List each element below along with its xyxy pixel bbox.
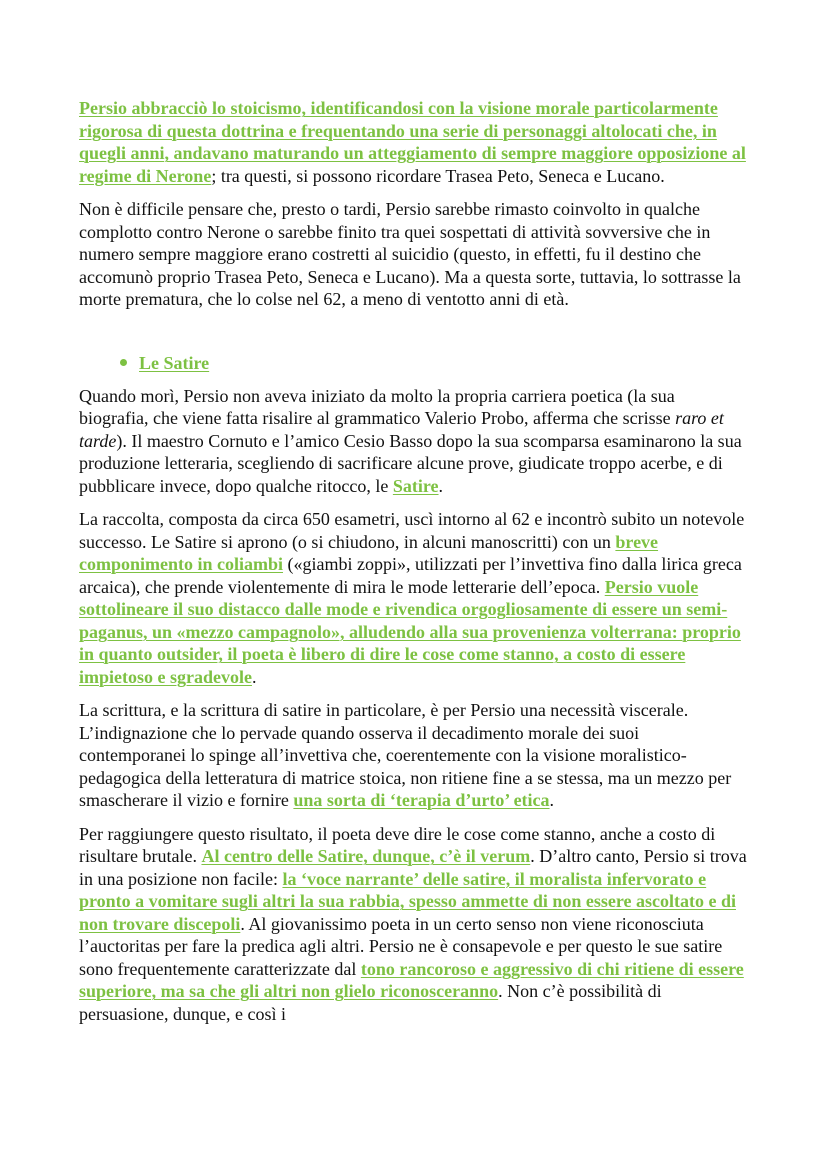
highlight-coliambi: breve componimento in coliambi [79, 531, 659, 574]
highlight-stoicism: Persio abbracciò lo stoicismo, identificandosi con la visione morale particolarmente rigorosa di questa dottrina e frequentando una serie di personaggi altolocati che, in quegli anni, andavano maturando un atteggiamento di sempre maggiore opposizione al regime di Nerone [79, 98, 746, 186]
text-segment: . D’altro canto, Persio si trova in una posizione non facile: [79, 846, 747, 889]
text-segment: La raccolta, composta da circa 650 esametri, uscì intorno al 62 e incontrò subito un notevole successo. Le Satire si aprono (o si chiudono, in alcuni manoscritti) con un [79, 509, 745, 552]
text-segment: . [549, 790, 555, 810]
text-segment: Quando morì, Persio non aveva iniziato da molto la propria carriera poetica (la sua biografia, che viene fatta risalire al grammatico Valerio Probo, afferma che scrisse [79, 385, 676, 428]
text-segment: Non è difficile pensare che, presto o tardi, Persio sarebbe rimasto coinvolto in qualche complotto contro Nerone o sarebbe finito tra quei sospettati di attività sovversive che in numero sempre maggiore erano costretti al suicidio (questo, in effetti, fu il destino che accomunò proprio Trasea Peto, Seneca e Lucano). Ma a questa sorte, tuttavia, lo sottrasse la morte prematura, che lo colse nel 62, a meno di ventotto anni di età. [79, 199, 741, 309]
paragraph-death [79, 385, 748, 498]
text-segment: . [438, 475, 444, 496]
highlight-terapia: una sorta di ‘terapia d’urto’ etica [293, 790, 550, 810]
bullet-icon [120, 359, 127, 366]
italic-phrase: raro et tarde [79, 408, 724, 451]
text-segment: ; tra questi, si possono ricordare Trasea Peto, Seneca e Lucano. [211, 165, 665, 186]
text-segment: La scrittura, e la scrittura di satire in particolare, è per Persio una necessità viscerale. L’indignazione che lo pervade quando osserva il decadimento morale dei suoi contemporanei lo spinge all’invettiva che, coerentemente con la visione moralistico-pedagogica della letteratura di matrice stoica, non ritiene fine a se stessa, ma un mezzo per smascherare il vizio e fornire [79, 700, 732, 810]
paragraph-verum [79, 823, 748, 1026]
text-segment: ). Il maestro Cornuto e l’amico Cesio Basso dopo la sua scomparsa esaminarono la sua produzione letteraria, scegliendo di sacrificare alcune prove, giudicate troppo acerbe, e di pubblicare invece, dopo qualche ritocco, le [79, 430, 742, 496]
section-heading-satire [79, 351, 748, 375]
text-segment: («giambi zoppi», utilizzati per l’invettiva fino dalla lirica greca arcaica), che prende violentemente di mira le mode letterarie dell’epoca. [79, 554, 742, 597]
highlight-distacco: Persio vuole sottolineare il suo distacco dalle mode e rivendica orgogliosamente di essere un semi-paganus, un «mezzo campagnolo», alludendo alla sua provenienza volterrana: proprio in quanto outsider, il poeta è libero di dire le cose come stanno, a costo di essere impietoso e sgradevole [79, 576, 741, 687]
text-segment: . Al giovanissimo poeta in un certo senso non viene riconosciuta l’auctoritas per fare la predica agli altri. Persio ne è consapevole e per questo le sue satire sono frequentemente caratterizzate dal [79, 913, 723, 979]
paragraph-raccolta [79, 508, 748, 688]
text-segment: . Non c’è possibilità di persuasione, dunque, e così i [79, 981, 662, 1024]
highlight-voce-narrante: la ‘voce narrante’ delle satire, il moralista infervorato e pronto a vomitare sugli altri la sua rabbia, spesso ammette di non essere ascoltato e di non trovare discepoli [79, 868, 736, 934]
text-segment: . [251, 666, 257, 687]
paragraph-scrittura [79, 699, 748, 812]
highlight-satire: Satire [392, 475, 439, 496]
section-title: Le Satire [139, 352, 210, 373]
paragraph-nerone-plot [79, 198, 748, 311]
text-segment: Per raggiungere questo risultato, il poeta deve dire le cose come stanno, anche a costo di risultare brutale. [79, 823, 716, 866]
paragraph-stoicism [79, 97, 748, 187]
highlight-verum: Al centro delle Satire, dunque, c’è il verum [201, 846, 531, 866]
highlight-tono-rancoroso: tono rancoroso e aggressivo di chi ritiene di essere superiore, ma sa che gli altri non glielo riconosceranno [79, 958, 744, 1001]
